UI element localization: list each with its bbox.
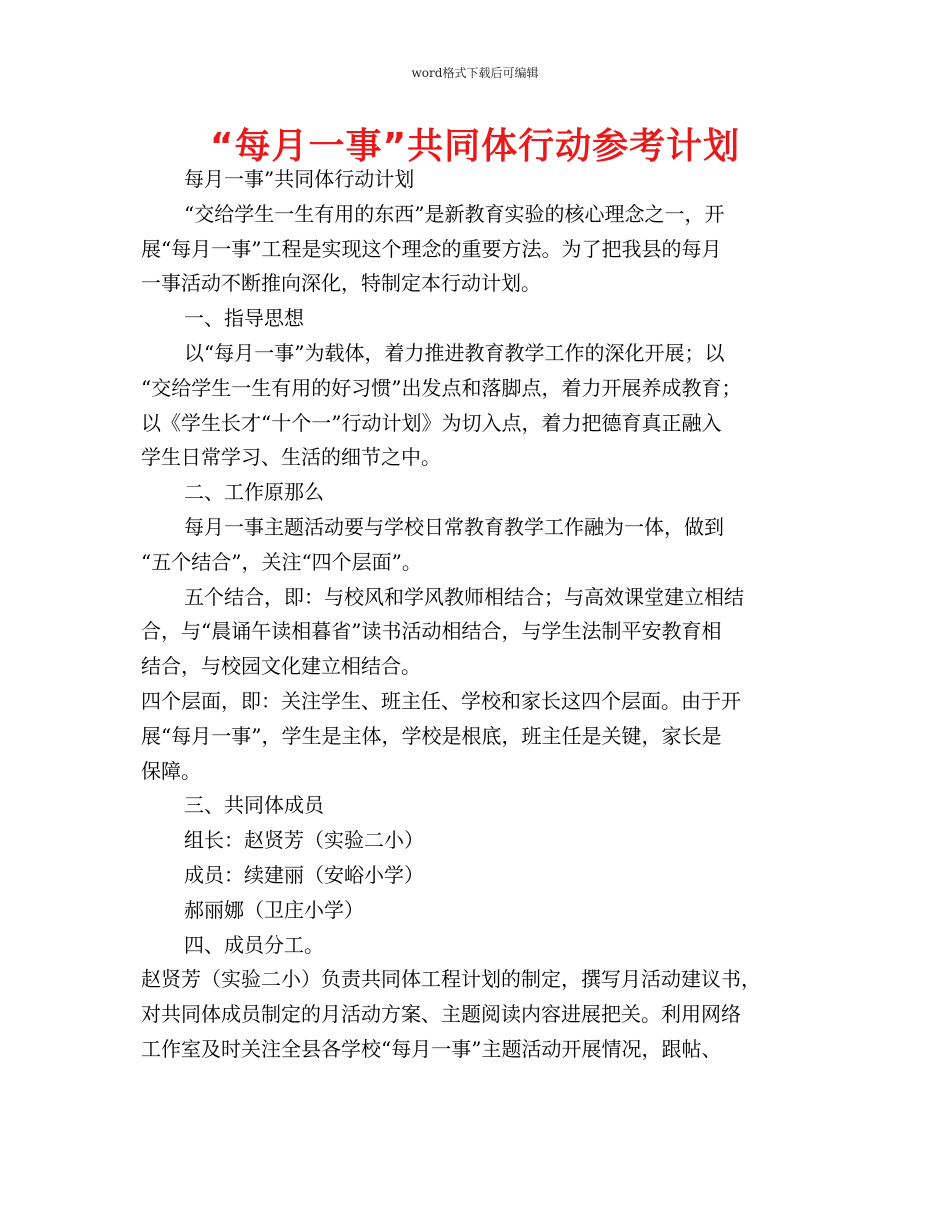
text-line: 展“每月一事”工程是实现这个理念的重要方法。为了把我县的每月 [141,236,722,261]
text-line: 五个结合，即：与校风和学风教师相结合；与高效课堂建立相结 [184,584,744,609]
text-line: 三、共同体成员 [184,793,324,818]
member-1 [141,858,831,893]
text-line: 四、成员分工。 [184,932,324,957]
paragraph-guiding-ideology [141,336,831,475]
paragraph-five-combinations [141,580,831,684]
text-line: 以《学生长才“十个一”行动计划》为切入点，着力把德育真正融入 [141,410,722,435]
text-line: 保障。 [141,758,201,783]
text-line: “五个结合”，关注“四个层面”。 [141,549,422,574]
text-line: 工作室及时关注全县各学校“每月一事”主题活动开展情况，跟帖、 [141,1036,722,1061]
text-line: 结合，与校园文化建立相结合。 [141,654,421,679]
text-line: 郝丽娜（卫庄小学） [184,897,364,922]
paragraph-division-of-work [141,962,831,1066]
text-line: “交给学生一生有用的好习惯”出发点和落脚点，着力开展养成教育； [141,375,742,400]
text-line: 每月一事主题活动要与学校日常教育教学工作融为一体，做到 [184,514,724,539]
paragraph-subtitle [141,162,831,197]
section-heading-guiding-ideology [141,301,831,336]
paragraph-work-principles [141,510,831,580]
document-body [141,162,831,1067]
paragraph-four-levels [141,684,831,788]
text-line: 成员：续建丽（安峪小学） [184,862,424,887]
text-line: 合，与“晨诵午读相暮省”读书活动相结合，与学生法制平安教育相 [141,619,722,644]
text-line: 一、指导思想 [184,306,304,331]
member-leader [141,823,831,858]
text-line: 以“每月一事”为载体，着力推进教育教学工作的深化开展；以 [184,340,725,365]
paragraph-intro [141,197,831,301]
text-line: 组长：赵贤芳（实验二小） [184,828,424,853]
section-heading-work-principles [141,475,831,510]
text-line: 对共同体成员制定的月活动方案、主题阅读内容进展把关。利用网络 [141,1002,741,1027]
section-heading-members [141,788,831,823]
header-note: word格式下载后可编辑 [411,66,539,80]
member-2 [141,893,831,928]
section-heading-division-of-work [141,928,831,963]
text-line: 赵贤芳（实验二小）负责共同体工程计划的制定，撰写月活动建议书， [141,967,761,992]
document-title: “每月一事”共同体行动参考计划 [209,126,741,167]
text-line: 一事活动不断推向深化，特制定本行动计划。 [141,271,541,296]
text-line: 展“每月一事”，学生是主体，学校是根底，班主任是关键，家长是 [141,723,722,748]
text-line: 每月一事”共同体行动计划 [184,167,415,191]
text-line: 四个层面，即：关注学生、班主任、学校和家长这四个层面。由于开 [141,688,741,713]
text-line: 学生日常学习、生活的细节之中。 [141,445,441,470]
text-line: “交给学生一生有用的东西”是新教育实验的核心理念之一，开 [184,201,725,226]
text-line: 二、工作原那么 [184,480,324,505]
